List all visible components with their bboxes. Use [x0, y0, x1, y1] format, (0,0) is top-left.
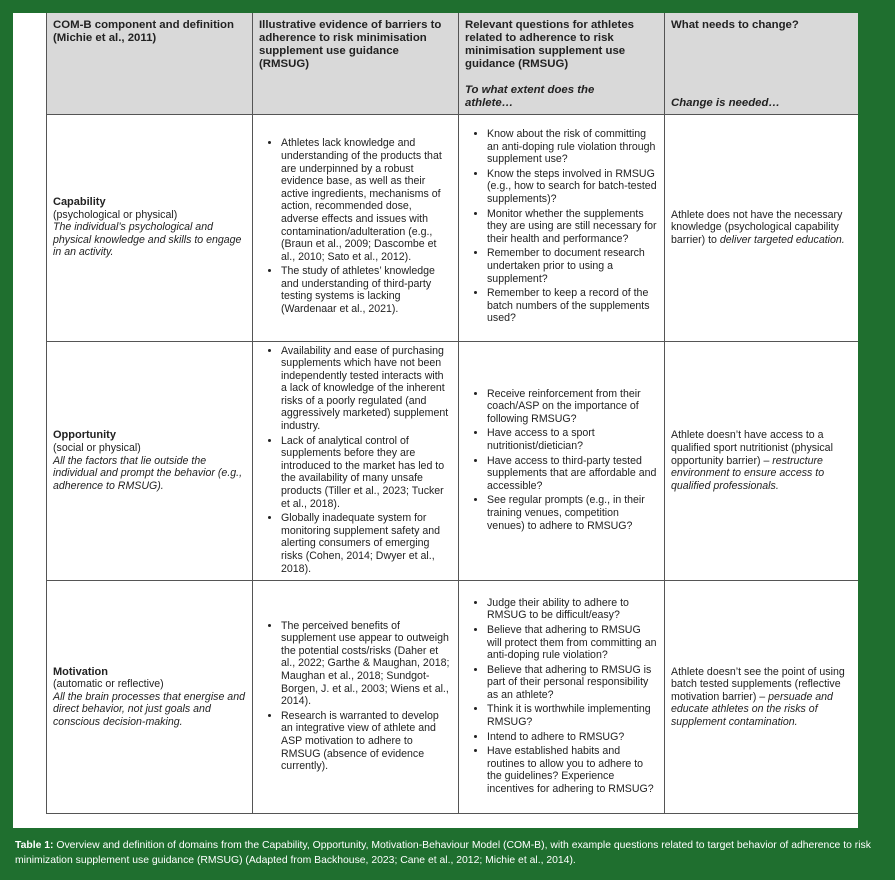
question-item: • Know about the risk of committing an anti-doping rule violation through supplement use?: [487, 128, 658, 166]
change-cell: [665, 114, 859, 341]
component-name: Motivation: [53, 665, 108, 678]
table-caption: [15, 838, 877, 868]
question-item: • Have established habits and routines to allow you to adhere to the guidelines? Experience incentives for adhering to RMSUG?: [487, 745, 658, 795]
change-text: Athlete does not have the necessary knowledge (psychological capability barrier) to: [671, 208, 843, 246]
question-item: • Remember to document research undertaken prior to using a supplement?: [487, 247, 658, 285]
change-cell: [665, 581, 859, 814]
evidence-cell: [253, 341, 459, 581]
component-definition: All the factors that lie outside the individual and prompt the behavior (e.g., adherence to RMSUG).: [53, 454, 243, 492]
evidence-item: • Athletes lack knowledge and understanding of the products that are underpinned by a robust evidence base, as well as their active ingredients, mechanisms of action, recommended dose, adverse effects and issues with contamination/adulteration (e.g., (Braun et al., 2009; Dascombe et al., 2010; Sato et al., 2012).: [281, 137, 452, 263]
evidence-item: • The study of athletes’ knowledge and understanding of third-party testing systems is lacking (Wardenaar et al., 2021).: [281, 265, 452, 315]
component-cell: [47, 581, 253, 814]
question-item: • Believe that adhering to RMSUG will protect them from committing an anti-doping rule violation?: [487, 624, 658, 662]
component-cell: [47, 114, 253, 341]
header-questions: [459, 13, 665, 114]
change-text: Athlete doesn’t have access to a qualified sport nutritionist (physical opportunity barrier) –: [671, 429, 833, 467]
questions-cell: [459, 581, 665, 814]
component-qualifier: (social or physical): [53, 441, 141, 454]
question-item: • Know the steps involved in RMSUG (e.g., how to search for batch-tested supplements)?: [487, 168, 658, 206]
header-row: [47, 13, 859, 114]
question-item: • See regular prompts (e.g., in their training venues, competition venues) to adhere to RMSUG?: [487, 494, 658, 532]
question-item: • Judge their ability to adhere to RMSUG to be difficult/easy?: [487, 597, 658, 622]
header-evidence-text: Illustrative evidence of barriers to adherence to risk minimisation supplement use guidance (RMSUG): [259, 19, 442, 70]
header-questions-text: Relevant questions for athletes related to adherence to risk minimisation supplement use guidance (RMSUG): [465, 19, 635, 70]
component-cell: [47, 341, 253, 581]
change-cell: [665, 341, 859, 581]
header-change: [665, 13, 859, 114]
header-com-b-text: COM-B component and definition (Michie et al., 2011): [53, 19, 234, 44]
component-definition: All the brain processes that energise and direct behavior, not just goals and conscious decision-making.: [53, 690, 245, 729]
evidence-item: • Globally inadequate system for monitoring supplement safety and alerting consumers of emerging risks (Cohen, 2014; Dwyer et al., 2018).: [281, 512, 452, 575]
table-row-motivation: [47, 581, 859, 814]
question-item: • Intend to adhere to RMSUG?: [487, 731, 658, 744]
question-item: • Believe that adhering to RMSUG is part of their personal responsibility as an athlete?: [487, 664, 658, 702]
change-action: restructure environment to ensure access to qualified professionals.: [671, 454, 825, 492]
header-com-b: [47, 13, 253, 114]
evidence-item: • Research is warranted to develop an integrative view of athlete and ASP motivation to adhere to RMSUG (absence of evidence currently).: [281, 710, 452, 773]
com-b-table: [46, 13, 858, 814]
change-action: deliver targeted education.: [719, 233, 845, 246]
question-item: • Think it is worthwhile implementing RMSUG?: [487, 703, 658, 728]
table-frame: [13, 13, 858, 828]
change-text: Athlete doesn’t see the point of using batch tested supplements (reflective motivation barrier) –: [671, 665, 845, 703]
component-definition: The individual’s psychological and physical knowledge and skills to engage in an activity.: [53, 221, 242, 259]
question-item: • Have access to third-party tested supplements that are affordable and accessible?: [487, 455, 658, 493]
component-name: Opportunity: [53, 429, 116, 442]
header-change-sub: Change is needed…: [671, 96, 780, 109]
component-qualifier: (psychological or physical): [53, 208, 178, 221]
questions-cell: [459, 114, 665, 341]
component-qualifier: (automatic or reflective): [53, 678, 164, 691]
questions-cell: [459, 341, 665, 581]
header-questions-sub: To what extent does the athlete…: [465, 83, 595, 109]
table-row-opportunity: [47, 341, 859, 581]
evidence-item: • Lack of analytical control of supplements before they are introduced to the market has led to the availability of many unsafe products (Tiller et al., 2023; Tucker et al., 2018).: [281, 435, 452, 511]
caption-label: Table 1:: [15, 840, 54, 851]
question-item: • Receive reinforcement from their coach/ASP on the importance of following RMSUG?: [487, 388, 658, 426]
question-item: • Have access to a sport nutritionist/dietician?: [487, 427, 658, 452]
caption-text: Overview and definition of domains from the Capability, Opportunity, Motivation-Behaviour Model (COM-B), with example questions related to target behavior of adherence to risk minimization supplement use guidance (RMSUG) (Adapted from Backhouse, 2023; Cane et al., 2012; Michie et al., 2014).: [15, 840, 871, 866]
header-change-text: What needs to change?: [671, 19, 799, 31]
table-row-capability: [47, 114, 859, 341]
evidence-cell: [253, 114, 459, 341]
evidence-item: • Availability and ease of purchasing supplements which have not been independently tested interacts with a lack of knowledge of the inherent risks of a poorly regulated (and aggressively marketed) supplement industry.: [281, 345, 452, 433]
evidence-cell: [253, 581, 459, 814]
component-name: Capability: [53, 196, 106, 209]
change-action: persuade and educate athletes on the risks of supplement contamination.: [671, 690, 833, 729]
evidence-item: • The perceived benefits of supplement use appear to outweigh the potential costs/risks (Daher et al., 2022; Garthe & Maughan, 2018; Maughan et al., 2018; Sundgot-Borgen, J. et al., 2003; Wiens et al., 2014).: [281, 620, 452, 708]
question-item: • Remember to keep a record of the batch numbers of the supplements used?: [487, 287, 658, 325]
header-evidence: [253, 13, 459, 114]
question-item: • Monitor whether the supplements they are using are still necessary for their health and performance?: [487, 208, 658, 246]
